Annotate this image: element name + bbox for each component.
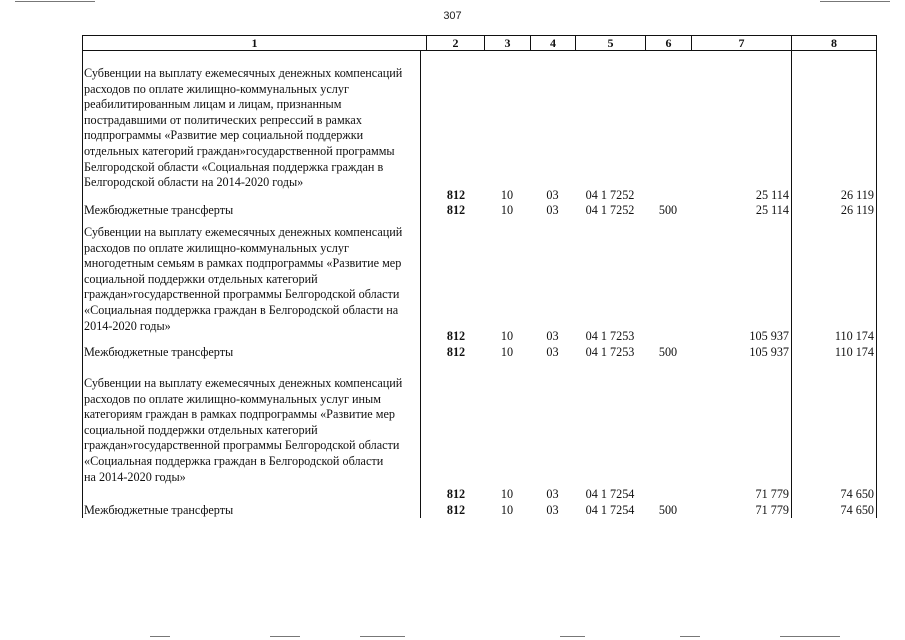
scan-artifact (270, 636, 300, 637)
transfer-section: 10 (500, 503, 514, 517)
row-target: 04 1 7254 (585, 487, 635, 501)
transfer-amount-2016: 110 174 (834, 345, 874, 359)
transfer-amount-2015: 25 114 (755, 203, 789, 217)
scan-artifact (360, 636, 405, 637)
row-amount-2016: 74 650 (840, 487, 874, 501)
row-amount-2016: 26 119 (840, 188, 874, 202)
scan-artifact (15, 1, 95, 2)
transfer-label: Межбюджетные трансферты (84, 503, 234, 517)
table-right-border (876, 50, 877, 518)
header-col-3: 3 (484, 35, 531, 51)
transfer-subsection: 03 (546, 203, 559, 217)
transfer-amount-2015: 71 779 (755, 503, 789, 517)
header-col-5: 5 (575, 35, 646, 51)
transfer-amount-2015: 105 937 (749, 345, 789, 359)
row-description: Субвенции на выплату ежемесячных денежных компенсаций расходов по оплате жилищно-коммунальных услуг реабилитированным лицам и лицам, признанным пострадавшими от политических репрессий в рамках подпрограммы «Развитие мер социальной поддержки отдельных категорий граждан»государственной программы Белгородской области «Социальная поддержка граждан в Белгородской области на 2014-2020 годы» (84, 66, 403, 190)
row-target: 04 1 7253 (585, 329, 635, 343)
header-col-6: 6 (645, 35, 692, 51)
table-left-border (82, 50, 83, 518)
page-number: 307 (443, 10, 462, 22)
scan-artifact (680, 636, 700, 637)
transfer-code-812: 812 (446, 345, 466, 359)
row-amount-2015: 71 779 (755, 487, 789, 501)
row-subsection: 03 (546, 487, 559, 501)
transfer-code-812: 812 (446, 203, 466, 217)
row-amount-2015: 105 937 (749, 329, 789, 343)
transfer-subsection: 03 (546, 345, 559, 359)
row-description: Субвенции на выплату ежемесячных денежных компенсаций расходов по оплате жилищно-коммунальных услуг многодетным семьям в рамках подпрограммы «Развитие мер социальной поддержки отдельных категорий граждан»государственной программы Белгородской области «Социальная поддержка граждан в Белгородской области на 2014-2020 годы» (84, 225, 403, 333)
row-code-812: 812 (446, 188, 466, 202)
transfer-type: 500 (658, 203, 678, 217)
row-target: 04 1 7252 (585, 188, 635, 202)
transfer-section: 10 (500, 345, 514, 359)
transfer-section: 10 (500, 203, 514, 217)
scan-artifact (150, 636, 170, 637)
row-subsection: 03 (546, 188, 559, 202)
row-amount-2015: 25 114 (755, 188, 789, 202)
transfer-target: 04 1 7252 (585, 203, 635, 217)
row-code-812: 812 (446, 329, 466, 343)
transfer-target: 04 1 7254 (585, 503, 635, 517)
transfer-type: 500 (658, 345, 678, 359)
row-section: 10 (500, 188, 514, 202)
transfer-target: 04 1 7253 (585, 345, 635, 359)
col7-border (791, 50, 792, 518)
transfer-label: Межбюджетные трансферты (84, 203, 234, 217)
header-col-8: 8 (791, 35, 877, 51)
header-col-2: 2 (426, 35, 485, 51)
transfer-label: Межбюджетные трансферты (84, 345, 234, 359)
transfer-subsection: 03 (546, 503, 559, 517)
transfer-type: 500 (658, 503, 678, 517)
row-section: 10 (500, 329, 514, 343)
row-description: Субвенции на выплату ежемесячных денежных компенсаций расходов по оплате жилищно-коммунальных услуг иным категориям граждан в рамках подпрограммы «Развитие мер социальной поддержки отдельных категорий граждан»государственной программы Белгородской области «Социальная поддержка граждан в Белгородской области на 2014-2020 годы» (84, 376, 403, 484)
transfer-amount-2016: 26 119 (840, 203, 874, 217)
row-subsection: 03 (546, 329, 559, 343)
header-col-4: 4 (530, 35, 576, 51)
scan-artifact (780, 636, 840, 637)
scan-artifact (560, 636, 585, 637)
row-amount-2016: 110 174 (834, 329, 874, 343)
header-col-1: 1 (82, 35, 427, 51)
transfer-amount-2016: 74 650 (840, 503, 874, 517)
scan-artifact (820, 1, 890, 2)
header-col-7: 7 (691, 35, 792, 51)
row-section: 10 (500, 487, 514, 501)
row-code-812: 812 (446, 487, 466, 501)
transfer-code-812: 812 (446, 503, 466, 517)
